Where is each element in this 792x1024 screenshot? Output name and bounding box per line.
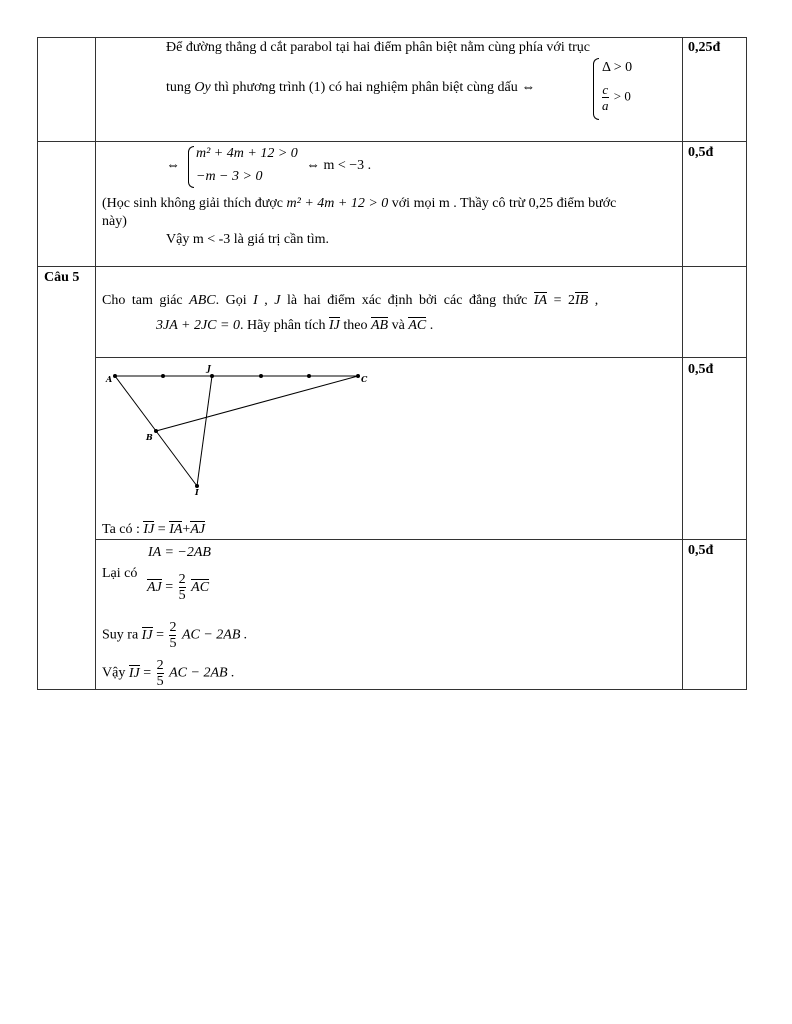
point-a (113, 374, 117, 378)
segment-ij (197, 376, 212, 486)
aj-equation: AJ = $\frac{2}{5}$ AC (147, 572, 210, 603)
system-brace (188, 146, 194, 188)
vay-line: Vậy IJ = $\frac{2}{5}$ AC − 2AB . (102, 658, 235, 689)
table-bottom-border (37, 689, 747, 690)
score-row1: 0,25đ (688, 40, 721, 55)
column-divider (682, 37, 683, 690)
label-a: A (106, 374, 113, 384)
tick-point (259, 374, 263, 378)
laico-line: Lại có (102, 566, 138, 581)
system-line2: −m − 3 > 0 (196, 169, 263, 184)
conclusion: Vậy m < -3 là giá trị cần tìm. (166, 232, 330, 247)
condition-delta: Δ > 0 (602, 60, 633, 75)
row-divider (37, 141, 747, 142)
score-row5: 0,5đ (688, 543, 714, 558)
label-j: J (207, 363, 211, 373)
row-divider (95, 539, 747, 540)
label-c: C (361, 374, 368, 384)
tick-point (307, 374, 311, 378)
system-result: ⇔ m < −3 . (306, 158, 372, 173)
label-b: B (146, 432, 153, 442)
question-line1: Cho tam giác ABC. Gọi I , J là hai điểm xác định bởi các đẳng thức IA = 2IB , (102, 293, 599, 308)
system-line1: m² + 4m + 12 > 0 (196, 146, 298, 161)
note-line2: này) (102, 214, 127, 229)
table-left-border (37, 37, 38, 690)
point-c (356, 374, 360, 378)
table-right-border (746, 37, 747, 690)
tick-point (161, 374, 165, 378)
suyra-line: Suy ra IJ = $\frac{2}{5}$ AC − 2AB . (102, 620, 248, 651)
equiv-sign: ⇔ (166, 158, 180, 173)
point-b (154, 429, 158, 433)
point-j (210, 374, 214, 378)
row1-line2: tung Oy thì phương trình (1) có hai nghiệm phân biệt cùng dấu ⇔ (166, 80, 536, 95)
row1-line1: Để đường thẳng d cắt parabol tại hai điểm phân biệt nằm cùng phía với trục (166, 40, 590, 55)
system-brace (593, 58, 599, 120)
segment-bc (156, 376, 358, 431)
taco-line: Ta có : IJ = IA+AJ (102, 522, 206, 537)
label-i: I (195, 487, 199, 497)
question-label: Câu 5 (44, 270, 80, 285)
row-divider (37, 266, 747, 267)
condition-c-over-a: $\frac{c}{a}$ > 0 (602, 82, 631, 113)
note-line1: (Học sinh không giải thích được m² + 4m + 12 > 0 với mọi m . Thầy cô trừ 0,25 điểm bước (102, 196, 617, 211)
triangle-figure (95, 358, 395, 498)
question-line2: 3JA + 2JC = 0. Hãy phân tích IJ theo AB và AC . (156, 318, 434, 333)
score-figure: 0,5đ (688, 362, 714, 377)
table-top-border (37, 37, 747, 38)
ia-equation: IA = −2AB (148, 545, 211, 560)
score-row2: 0,5đ (688, 145, 714, 160)
